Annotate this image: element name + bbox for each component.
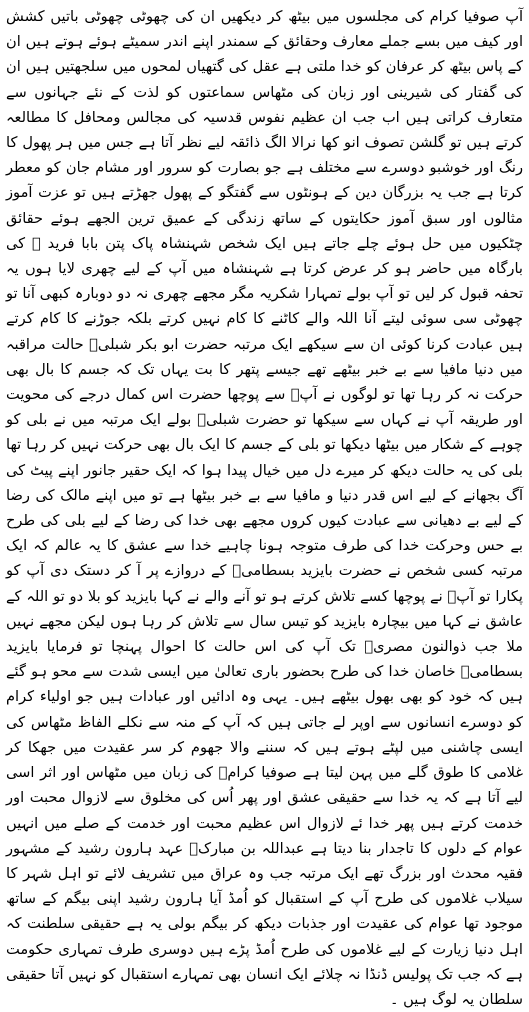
article-paragraph: آپ صوفیا کرام کی مجلسوں میں بیٹھ کر دیکھیں ان کی چھوٹی چھوٹی باتیں کشش اور کیف میں بسے جملے معارف وحقائق کے سمندر اپنے اندر سمیٹے ہوئے ہوتے ہیں ان کے پاس بیٹھ کر عرفان کو خدا ملتی ہے عقل کی گتھیاں لمحوں میں سلجھتیں ہیں ان کی گفتار کی شیرینی اور زبان کی مٹھاس سماعتوں کو لذت کے نئے جہانوں سے متعارف کراتی ہیں اب جب ان عظیم نفوس قدسیہ کی مجالس ومحافل کا مطالعہ کرتے ہیں تو گلشن تصوف انو کھا نرالا الگ ذائقہ لیے نظر آتا ہے جس میں ہر پھول کا رنگ اور خوشبو دوسرے سے مختلف ہے جو بصارت کو سرور اور مشام جان کو معطر کرتا ہے جب یہ بزرگان دین کے ہونٹوں سے گفتگو کے پھول جھڑتے ہیں تو عزت آموز مثالوں اور سبق آموز حکایتوں کے ساتھ زندگی کے عمیق ترین الجھے ہوئے حقائق چٹکیوں میں حل ہوئے چلے جاتے ہیں ایک شخص شہنشاہ پاک پتن بابا فرید ؒ کی بارگاہ میں حاضر ہو کر عرض کرتا ہے شہنشاہ میں آپ کے لیے چھری لایا ہوں یہ تحفہ قبول کر لیں تو آپ بولے تمہارا شکریہ مگر مجھے چھری نہ دو دوبارہ کبھی آنا تو چھوٹی سی سوئی لیتے آنا اللہ والے کاٹنے کا کام نہیں کرتے بلکہ جوڑنے کا کام کرتے ہیں عبادت کرنا کوئی ان سے سیکھے ایک مرتبہ حضرت ابو بکر شبلیؒ حالت مراقبہ میں دنیا مافیا سے بے خبر بیٹھے تھے جیسے پتھر کا بت یہاں تک کہ جسم کا بال بھی حرکت نہ کر رہا تھا تو لوگوں نے آپؒ سے پوچھا حضرت اس کمال درجے کی محویت اور طریقہ آپ نے کہاں سے سیکھا تو حضرت شبلیؒ بولے ایک مرتبہ میں نے بلی کو چوہے کے شکار میں بیٹھا دیکھا تو بلی کے جسم کا ایک بال بھی حرکت نہیں کر رہا تھا بلی کی یہ حالت دیکھ کر میرے دل میں خیال پیدا ہوا کہ ایک حقیر جانور اپنے پیٹ کی آگ بجھانے کے لیے اس قدر دنیا و مافیا سے بے خبر بیٹھا ہے تو میں اپنے مالک کی رضا کے لیے بے دھیانی سے عبادت کیوں کروں مجھے بھی خدا کی رضا کے لیے بلی کی طرح بے حس وحرکت خدا کی طرف متوجہ ہونا چاہیے خدا سے عشق کا یہ عالم کہ ایک مرتبہ کسی شخص نے حضرت بایزید بسطامیؒ کے دروازے پر آ کر دستک دی آپ کو پکارا تو آپؒ نے پوچھا کسے تلاش کرتے ہو تو آنے والے نے کہا بایزید کو بلا دو تو اللہ کے عاشق نے کہا میں بیچارہ بایزید کو تیس سال سے تلاش کر رہا ہوں لیکن مجھے نہیں ملا جب ذوالنون مصریؒ تک آپ کی اس حالت کا احوال پہنچا تو فرمایا بایزید بسطامیؒ خاصان خدا کی طرح بحضور باری تعالیٰ میں ایسی شدت سے محو ہو گئے ہیں کہ خود کو بھی بھول بیٹھے ہیں۔ یہی وہ ادائیں اور عبادات ہیں جو اولیاء کرام کو دوسرے انسانوں سے اوپر لے جاتی ہیں کہ آپ کے منہ سے نکلے الفاظ مٹھاس کی ایسی چاشنی میں لپٹے ہوتے ہیں کہ سننے والا جھوم کر سر عقیدت میں جھکا کر غلامی کا طوق گلے میں پہن لیتا ہے صوفیا کرامؒ کی زبان میں مٹھاس اور اثر اسی لیے آتا ہے کہ یہ خدا سے حقیقی عشق اور پھر اُس کی مخلوق سے لازوال محبت اور خدمت کرتے ہیں پھر خدا ئے لازوال اس عظیم محبت اور خدمت کے صلے میں انہیں عوام کے دلوں کا تاجدار بنا دیتا ہے عبداللہ بن مبارکؒ عہد ہارون رشید کے مشہور فقیہ محدث اور بزرگ تھے ایک مرتبہ جب وہ عراق میں تشریف لائے تو اہل شہر کا سیلاب غلاموں کی طرح آپ کے استقبال کو اُمڈ آیا ہارون رشید اپنی بیگم کے ساتھ موجود تھا عوام کی عقیدت اور جذبات دیکھ کر بیگم بولی یہ ہے حقیقی سلطنت کہ اہل دنیا زیارت کے لیے غلاموں کی طرح اُمڈ پڑے ہیں دوسری طرف تمہاری حکومت ہے کہ جب تک پولیس ڈنڈا نہ چلائے ایک انسان بھی تمہارے استقبال کو نہیں آتا حقیقی سلطان یہ لوگ ہیں ۔: [6, 8, 523, 1008]
